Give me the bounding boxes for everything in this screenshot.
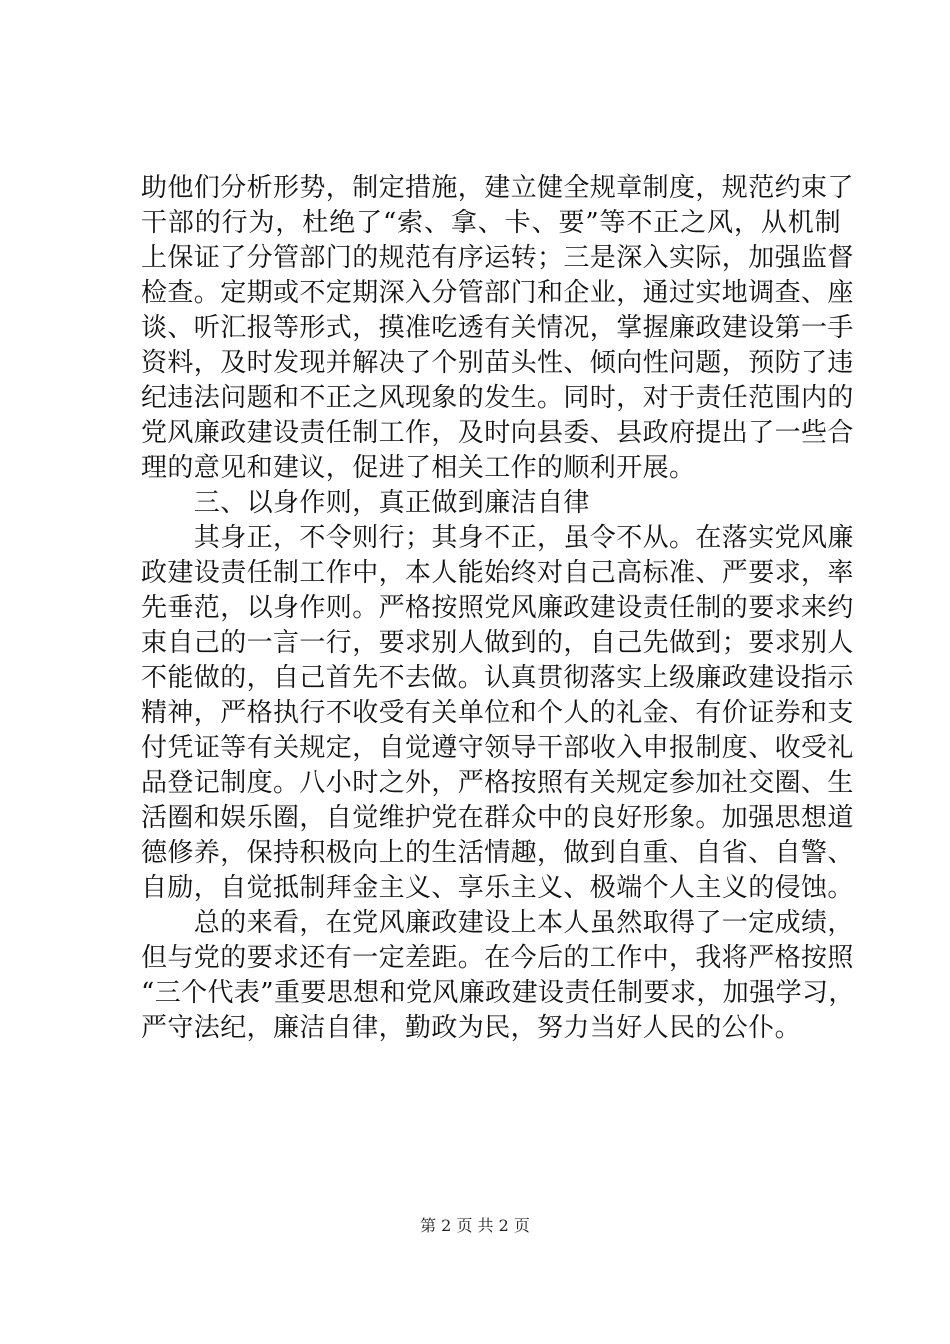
text-line: 严守法纪，廉洁自律，勤政为民，努力当好人民的公仆。: [141, 1013, 802, 1043]
text-line: 资料，及时发现并解决了个别苗头性、倾向性问题，预防了违: [141, 348, 854, 378]
text-line: 束自己的一言一行，要求别人做到的，自己先做到；要求别人: [141, 628, 854, 658]
text-line: 党风廉政建设责任制工作，及时向县委、县政府提出了一些合: [141, 418, 854, 448]
text-line: 干部的行为，杜绝了“索、拿、卡、要”等不正之风，从机制: [141, 208, 841, 238]
text-line: “三个代表”重要思想和党风廉政建设责任制要求，加强学习，: [141, 978, 855, 1008]
text-line: 上保证了分管部门的规范有序运转；三是深入实际，加强监督: [141, 243, 854, 273]
text-line: 付凭证等有关规定，自觉遵守领导干部收入申报制度、收受礼: [141, 733, 854, 763]
text-line: 政建设责任制工作中，本人能始终对自己高标准、严要求，率: [141, 558, 854, 588]
text-line: 德修养，保持积极向上的生活情趣，做到自重、自省、自警、: [141, 838, 854, 868]
text-line: 纪违法问题和不正之风现象的发生。同时，对于责任范围内的: [141, 383, 854, 413]
text-line: 活圈和娱乐圈，自觉维护党在群众中的良好形象。加强思想道: [141, 803, 854, 833]
text-line: 谈、听汇报等形式，摸准吃透有关情况，掌握廉政建设第一手: [141, 313, 854, 343]
text-line: 其身正，不令则行；其身不正，虽令不从。在落实党风廉: [141, 523, 854, 553]
document-body: [141, 171, 855, 1046]
text-line: 总的来看，在党风廉政建设上本人虽然取得了一定成绩，: [141, 908, 854, 938]
text-line: 检查。定期或不定期深入分管部门和企业，通过实地调查、座: [141, 278, 854, 308]
text-line: 不能做的，自己首先不去做。认真贯彻落实上级廉政建设指示: [141, 663, 854, 693]
page-footer: 第 2 页 共 2 页: [420, 1216, 530, 1235]
text-line: 品登记制度。八小时之外，严格按照有关规定参加社交圈、生: [141, 768, 854, 798]
text-line: 先垂范，以身作则。严格按照党风廉政建设责任制的要求来约: [141, 593, 854, 623]
text-line: 理的意见和建议，促进了相关工作的顺利开展。: [141, 453, 696, 483]
text-line: 三、以身作则，真正做到廉洁自律: [141, 488, 590, 518]
text-line: 助他们分析形势，制定措施，建立健全规章制度，规范约束了: [141, 173, 854, 203]
text-line: 精神，严格执行不收受有关单位和个人的礼金、有价证券和支: [141, 698, 854, 728]
text-line: 但与党的要求还有一定差距。在今后的工作中，我将严格按照: [141, 943, 854, 973]
text-line: 自励，自觉抵制拜金主义、享乐主义、极端个人主义的侵蚀。: [141, 873, 854, 903]
